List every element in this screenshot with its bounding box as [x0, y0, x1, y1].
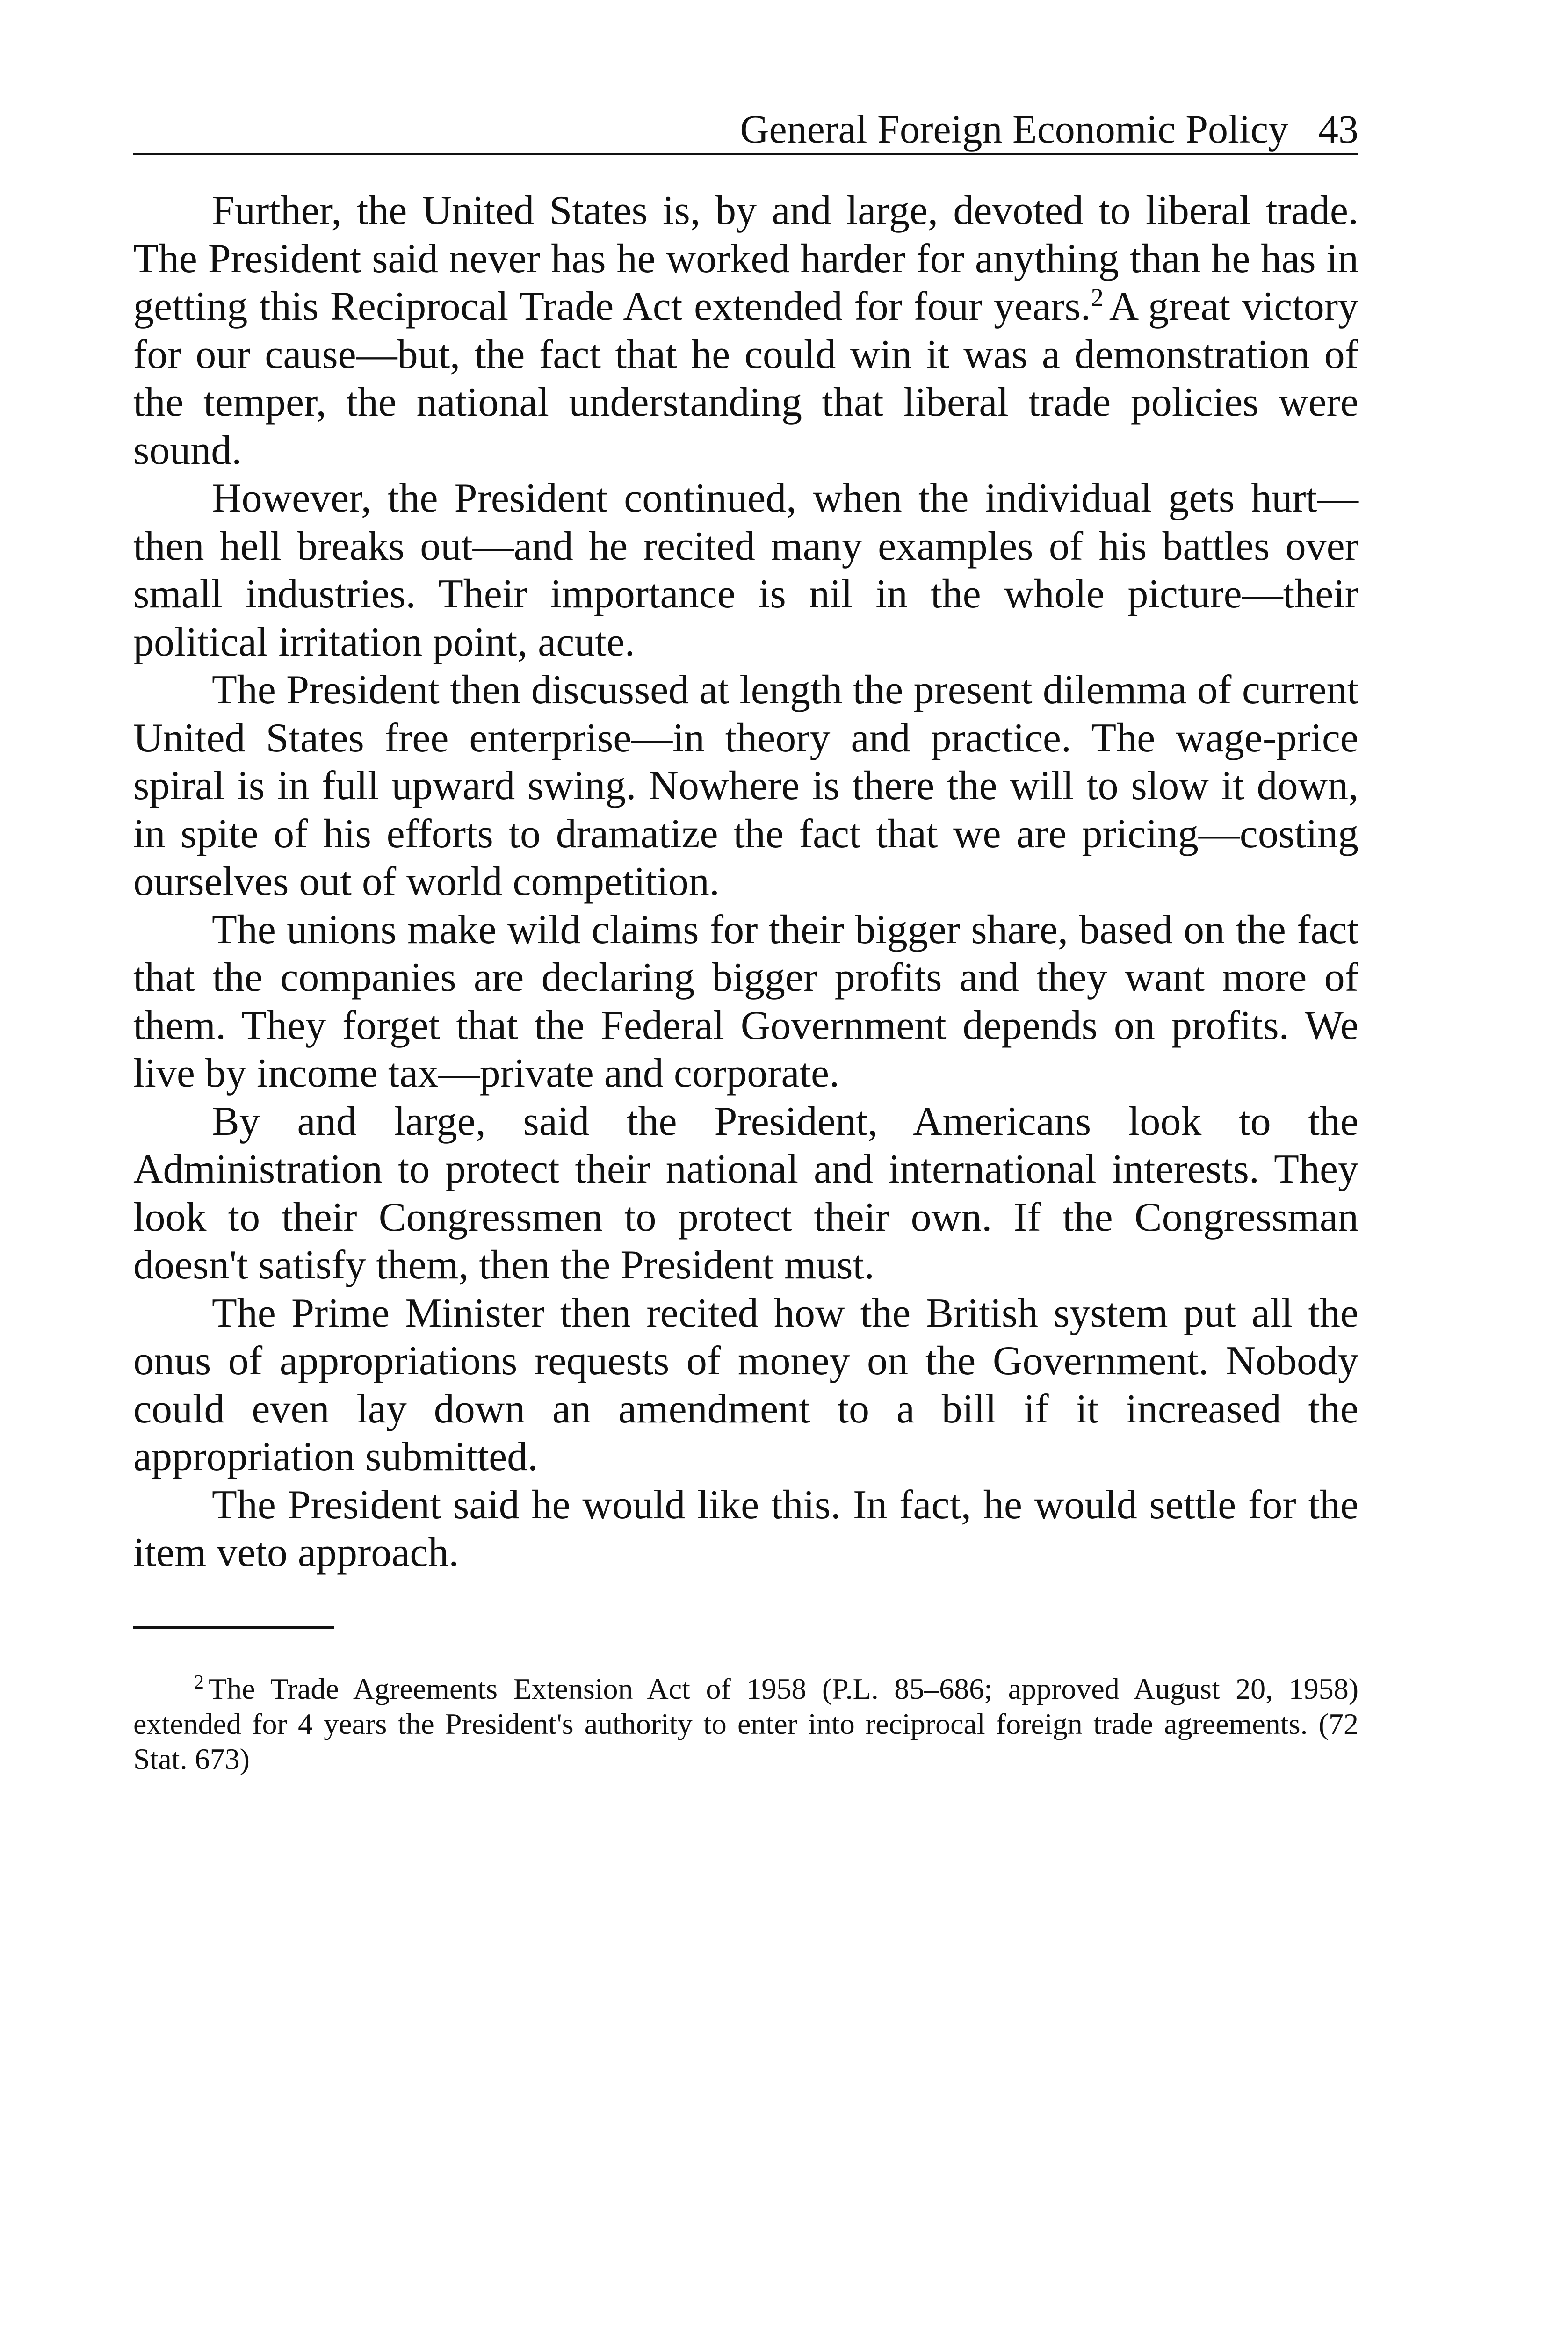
footnote-rule	[133, 1626, 334, 1629]
running-header	[133, 101, 1358, 155]
paragraph-3: The President then discussed at length the present dilemma of current United States free enterprise—in theory and practice. The wage-price spiral is in full upward swing. Nowhere is there the will to slow it down, in spite of his efforts to dramatize the fact that we are pricing—costing ourselves out of world competition.	[133, 667, 1358, 904]
page-number: 43	[1318, 107, 1358, 152]
paragraph-7: The President said he would like this. In fact, he would settle for the item veto approach.	[133, 1482, 1358, 1575]
running-title: General Foreign Economic Policy	[740, 107, 1288, 152]
footnote-reference: 2	[1091, 283, 1104, 311]
paragraph-1-text: Further, the United States is, by and large, devoted to liberal trade. The President said never has he worked harder for anything than he has in getting this Reciprocal Trade Act extended for four years.	[133, 188, 1358, 329]
footnote-marker: 2	[194, 1672, 204, 1693]
paragraph-2: However, the President continued, when the individual gets hurt—then hell breaks out—and he recited many examples of his battles over small industries. Their importance is nil in the whole picture—their political irritation point, acute.	[133, 476, 1358, 665]
body-text	[133, 187, 1358, 1577]
paragraph-1	[133, 187, 1358, 475]
paragraph-1-continuation: A great victory for our cause—but, the fact that he could win it was a demonstration of the temper, the national understanding that liberal trade policies were sound.	[133, 284, 1359, 473]
footnote-text: The Trade Agreements Extension Act of 1958 (P.L. 85–686; approved August 20, 1958) extended for 4 years the President's authority to enter into reciprocal foreign trade agreements. (72 Stat. 673)	[133, 1672, 1358, 1775]
paragraph-4: The unions make wild claims for their bigger share, based on the fact that the companies are declaring bigger profits and they want more of them. They forget that the Federal Government depends on profits. We live by income tax—private and corporate.	[133, 907, 1358, 1096]
paragraph-5: By and large, said the President, Americans look to the Administration to protect their national and international interests. They look to their Congressmen to protect their own. If the Congressman doesn't satisfy them, then the President must.	[133, 1098, 1358, 1288]
paragraph-6: The Prime Minister then recited how the British system put all the onus of appropriations requests of money on the Government. Nobody could even lay down an amendment to a bill if it increased the appropriation submitted.	[133, 1290, 1358, 1479]
footnote	[133, 1671, 1358, 1776]
